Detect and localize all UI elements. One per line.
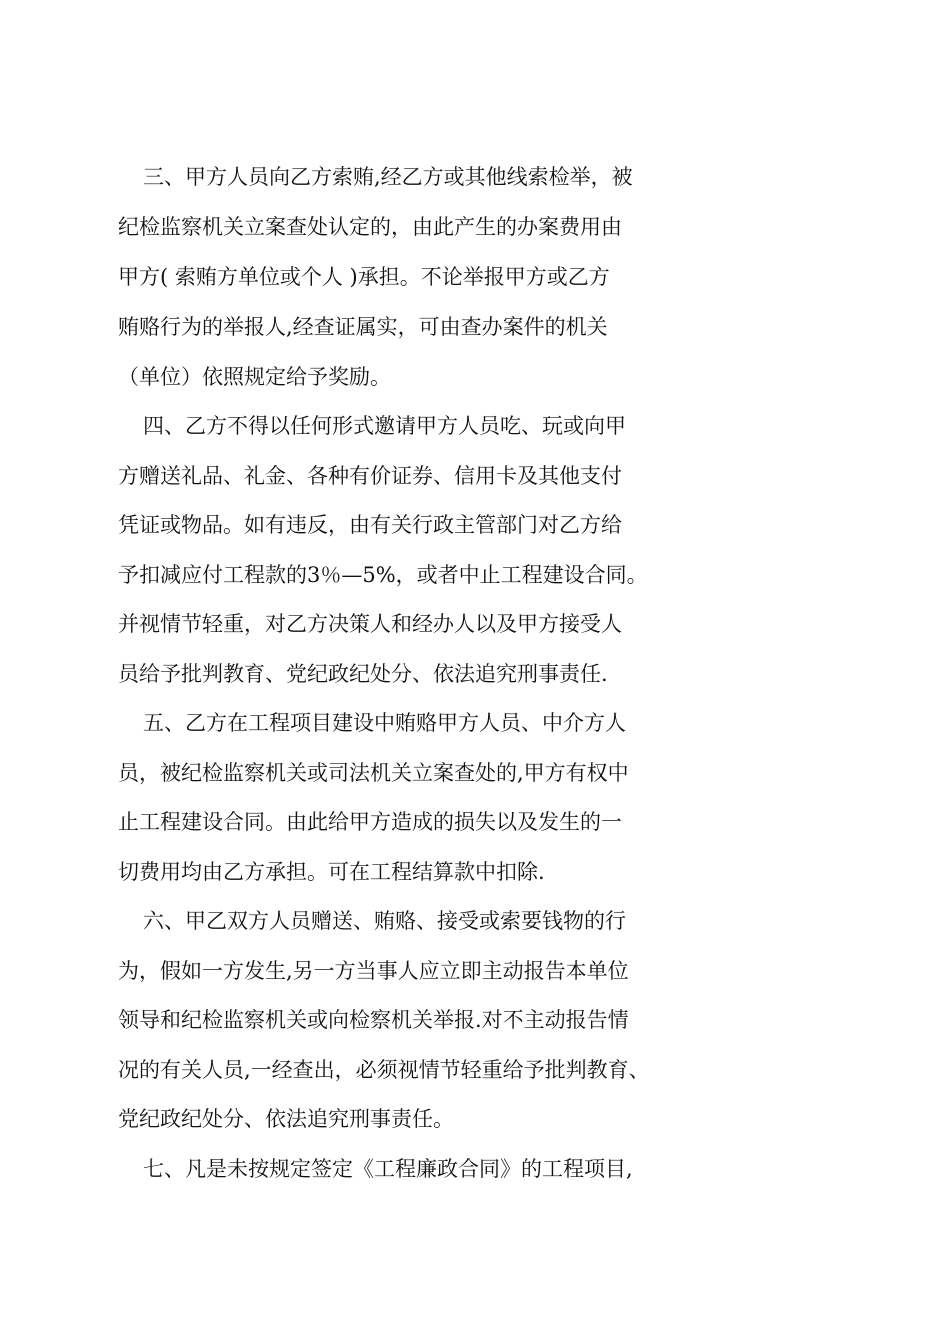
text-line: 五、乙方在工程项目建设中贿赂甲方人员、中介方人 (143, 711, 626, 735)
text-line: 员，被纪检监察机关或司法机关立案查处的,甲方有权中 (118, 761, 629, 785)
text-line: 员给予批判教育、党纪政纪处分、依法追究刑事责任. (118, 662, 608, 686)
text-line: 七、凡是未按规定签定《工程廉政合同》的工程项目, (143, 1157, 633, 1181)
text-line: 并视情节轻重，对乙方决策人和经办人以及甲方接受人 (118, 612, 622, 636)
text-line: 切费用均由乙方承担。可在工程结算款中扣除. (118, 860, 545, 884)
text-line: 纪检监察机关立案查处认定的，由此产生的办案费用由 (118, 215, 622, 239)
text-line: 为，假如一方发生,另一方当事人应立即主动报告本单位 (118, 959, 629, 983)
text-line: 方赠送礼品、礼金、各种有价证券、信用卡及其他支付 (118, 464, 622, 488)
text-line: 予扣减应付工程款的3％—5%，或者中止工程建设合同。 (118, 563, 648, 587)
text-line: 党纪政纪处分、依法追究刑事责任。 (118, 1107, 454, 1131)
text-line: 三、甲方人员向乙方索贿,经乙方或其他线索检举，被 (143, 165, 633, 189)
text-line: 凭证或物品。如有违反，由有关行政主管部门对乙方给 (118, 513, 622, 537)
text-line: 四、乙方不得以任何形式邀请甲方人员吃、玩或向甲 (143, 414, 626, 438)
text-line: 领导和纪检监察机关或向检察机关举报.对不主动报告情 (118, 1008, 629, 1032)
text-line: （单位）依照规定给予奖励。 (118, 365, 391, 389)
text-line: 甲方( 索贿方单位或个人 )承担。不论举报甲方或乙方 (118, 265, 610, 289)
text-line: 贿赂行为的举报人,经查证属实，可由查办案件的机关 (118, 315, 608, 339)
text-line: 况的有关人员,一经查出，必须视情节轻重给予批判教育、 (118, 1058, 650, 1082)
text-line: 六、甲乙双方人员赠送、贿赂、接受或索要钱物的行 (143, 909, 626, 933)
text-line: 止工程建设合同。由此给甲方造成的损失以及发生的一 (118, 810, 622, 834)
